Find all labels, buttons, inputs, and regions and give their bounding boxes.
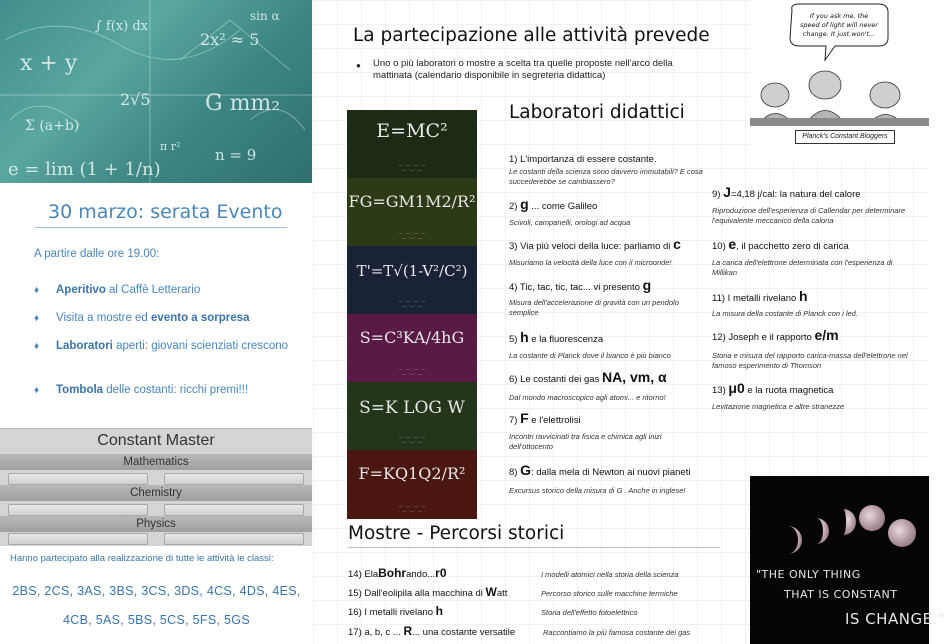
moon-icon bbox=[843, 509, 856, 535]
svg-text:e = lim (1 + 1/n): e = lim (1 + 1/n) bbox=[8, 159, 161, 180]
bullet-icon: ● bbox=[356, 61, 361, 70]
answer-slot bbox=[164, 473, 304, 485]
moon-icon bbox=[859, 505, 885, 531]
moon-icon bbox=[788, 526, 802, 554]
answer-slot bbox=[8, 504, 148, 516]
svg-text:Σ (a+b): Σ (a+b) bbox=[25, 118, 80, 134]
moon-phases-image bbox=[750, 476, 945, 644]
svg-text:x + y: x + y bbox=[20, 51, 78, 76]
labs-title: Laboratori didattici bbox=[509, 102, 685, 123]
classes-list: 4CB, 5AS, 5BS, 5CS, 5FS, 5GS bbox=[63, 613, 250, 627]
svg-text:2x² ≈ 5: 2x² ≈ 5 bbox=[200, 30, 260, 49]
moon-icon bbox=[816, 518, 829, 544]
exhibition-item: 15) Dall'eolipila alla macchina di Watt bbox=[348, 585, 508, 599]
answer-slot bbox=[164, 533, 304, 545]
formula-card: T'=T√(1-V²/C²) — · — · — · — — · — · — bbox=[347, 246, 477, 314]
exhibition-item: 14) ElaBohrando...r0 bbox=[348, 566, 447, 580]
formula-card: FG=GM1M2/R² — · — · — · — — · — · — bbox=[347, 178, 477, 246]
svg-text:If you ask me, the: If you ask me, the bbox=[809, 12, 869, 20]
formula-card: F=KQ1Q2/R² — · — · — · — — · — · — bbox=[347, 450, 477, 519]
answer-slot bbox=[8, 473, 148, 485]
divider bbox=[348, 547, 720, 548]
formula-card: S=C³KA/4hG — · — · — · — — · — · — bbox=[347, 314, 477, 382]
exhibitions-title: Mostre - Percorsi storici bbox=[348, 523, 565, 544]
exhibition-desc: Raccontiamo la più famosa costante dei gas bbox=[543, 628, 691, 637]
answer-slot bbox=[164, 504, 304, 516]
quote-line: IS CHANGE." bbox=[845, 610, 945, 628]
category-bar-chemistry: Chemistry bbox=[0, 485, 312, 501]
exhibition-desc: Percorso storico sulle macchine termiche bbox=[541, 589, 678, 598]
exhibition-item: 17) a, b, c ... R... una costante versatile bbox=[348, 624, 516, 638]
event-title: 30 marzo: serata Evento bbox=[48, 201, 283, 223]
svg-text:∫ f(x) dx: ∫ f(x) dx bbox=[95, 19, 148, 34]
exhibition-item: 16) I metalli rivelano h bbox=[348, 604, 443, 618]
quote-line: "THE ONLY THING bbox=[756, 568, 861, 581]
participation-title: La partecipazione alle attività prevede bbox=[353, 25, 710, 46]
svg-text:speed of light will never: speed of light will never bbox=[800, 21, 878, 29]
diamond-bullet-icon: ♦ bbox=[34, 313, 40, 324]
constant-master-title: Constant Master bbox=[97, 432, 215, 449]
diamond-bullet-icon: ♦ bbox=[34, 341, 40, 352]
answer-slot bbox=[8, 533, 148, 545]
svg-text:sin α: sin α bbox=[250, 9, 280, 23]
chalkboard-image bbox=[0, 0, 312, 183]
svg-text:π r²: π r² bbox=[160, 140, 181, 153]
event-start-time: A partire dalle ore 19.00: bbox=[34, 248, 160, 260]
cartoon-caption: Planck's Constant Bloggers bbox=[795, 130, 895, 144]
formula-strip-image bbox=[347, 110, 477, 519]
formula-card: E=MC² — · — · — · — — · — · — bbox=[347, 110, 477, 178]
participation-text: Uno o più laboratori o mostre a scelta tra quelle proposte nell'arco della mattinata (calendario disponibile in segreteria didattica) bbox=[373, 58, 673, 81]
exhibition-desc: Storia dell'effetto fotoelettrico bbox=[541, 608, 638, 617]
classes-intro: Hanno partecipato alla realizzazione di tutte le attività le classi: bbox=[10, 553, 274, 564]
moon-icon bbox=[888, 519, 916, 547]
category-bar-mathematics: Mathematics bbox=[0, 454, 312, 470]
svg-text:2√5: 2√5 bbox=[120, 90, 151, 109]
diamond-bullet-icon: ♦ bbox=[34, 385, 40, 396]
divider bbox=[35, 227, 287, 228]
diamond-bullet-icon: ♦ bbox=[34, 285, 40, 296]
quote-line: THAT IS CONSTANT bbox=[784, 588, 898, 601]
left-column: x + y ∫ f(x) dx 2x² ≈ 5 G mm₂ 2√5 Σ (a+b) e = lim (1 + 1/n) n = 9 π r² sin α 30 marzo: serata Evento A partire dalle ore 19.00: ♦ Aperitivo al Caffè Letterario ♦ Visita a mostre ed evento a sorpresa ♦ Laboratori aperti: giovani scienziati crescono ♦ Tombola delle costanti: ricchi premi!!! Constant Master Mathematics Chemistry Physics Hanno partecipato alla realizzazione di tutte le attività le classi: 2BS, 2CS, 3AS, 3BS, 3CS, 3DS, 4CS, 4DS, 4ES, 4CB, 5AS, 5BS, 5CS, 5FS, 5GS bbox=[0, 0, 313, 644]
svg-text:G mm₂: G mm₂ bbox=[205, 91, 281, 116]
classes-list: 2BS, 2CS, 3AS, 3BS, 3CS, 3DS, 4CS, 4DS, 4ES, bbox=[12, 584, 301, 598]
exhibition-desc: I modelli atomici nella storia della scienza bbox=[541, 570, 679, 579]
constant-master-game-image bbox=[0, 428, 312, 546]
svg-text:n = 9: n = 9 bbox=[215, 146, 257, 164]
category-bar-physics: Physics bbox=[0, 516, 312, 532]
formula-card: S=K LOG W — · — · — · — — · — · — bbox=[347, 382, 477, 450]
svg-text:change. It just won't...: change. It just won't... bbox=[802, 30, 876, 38]
